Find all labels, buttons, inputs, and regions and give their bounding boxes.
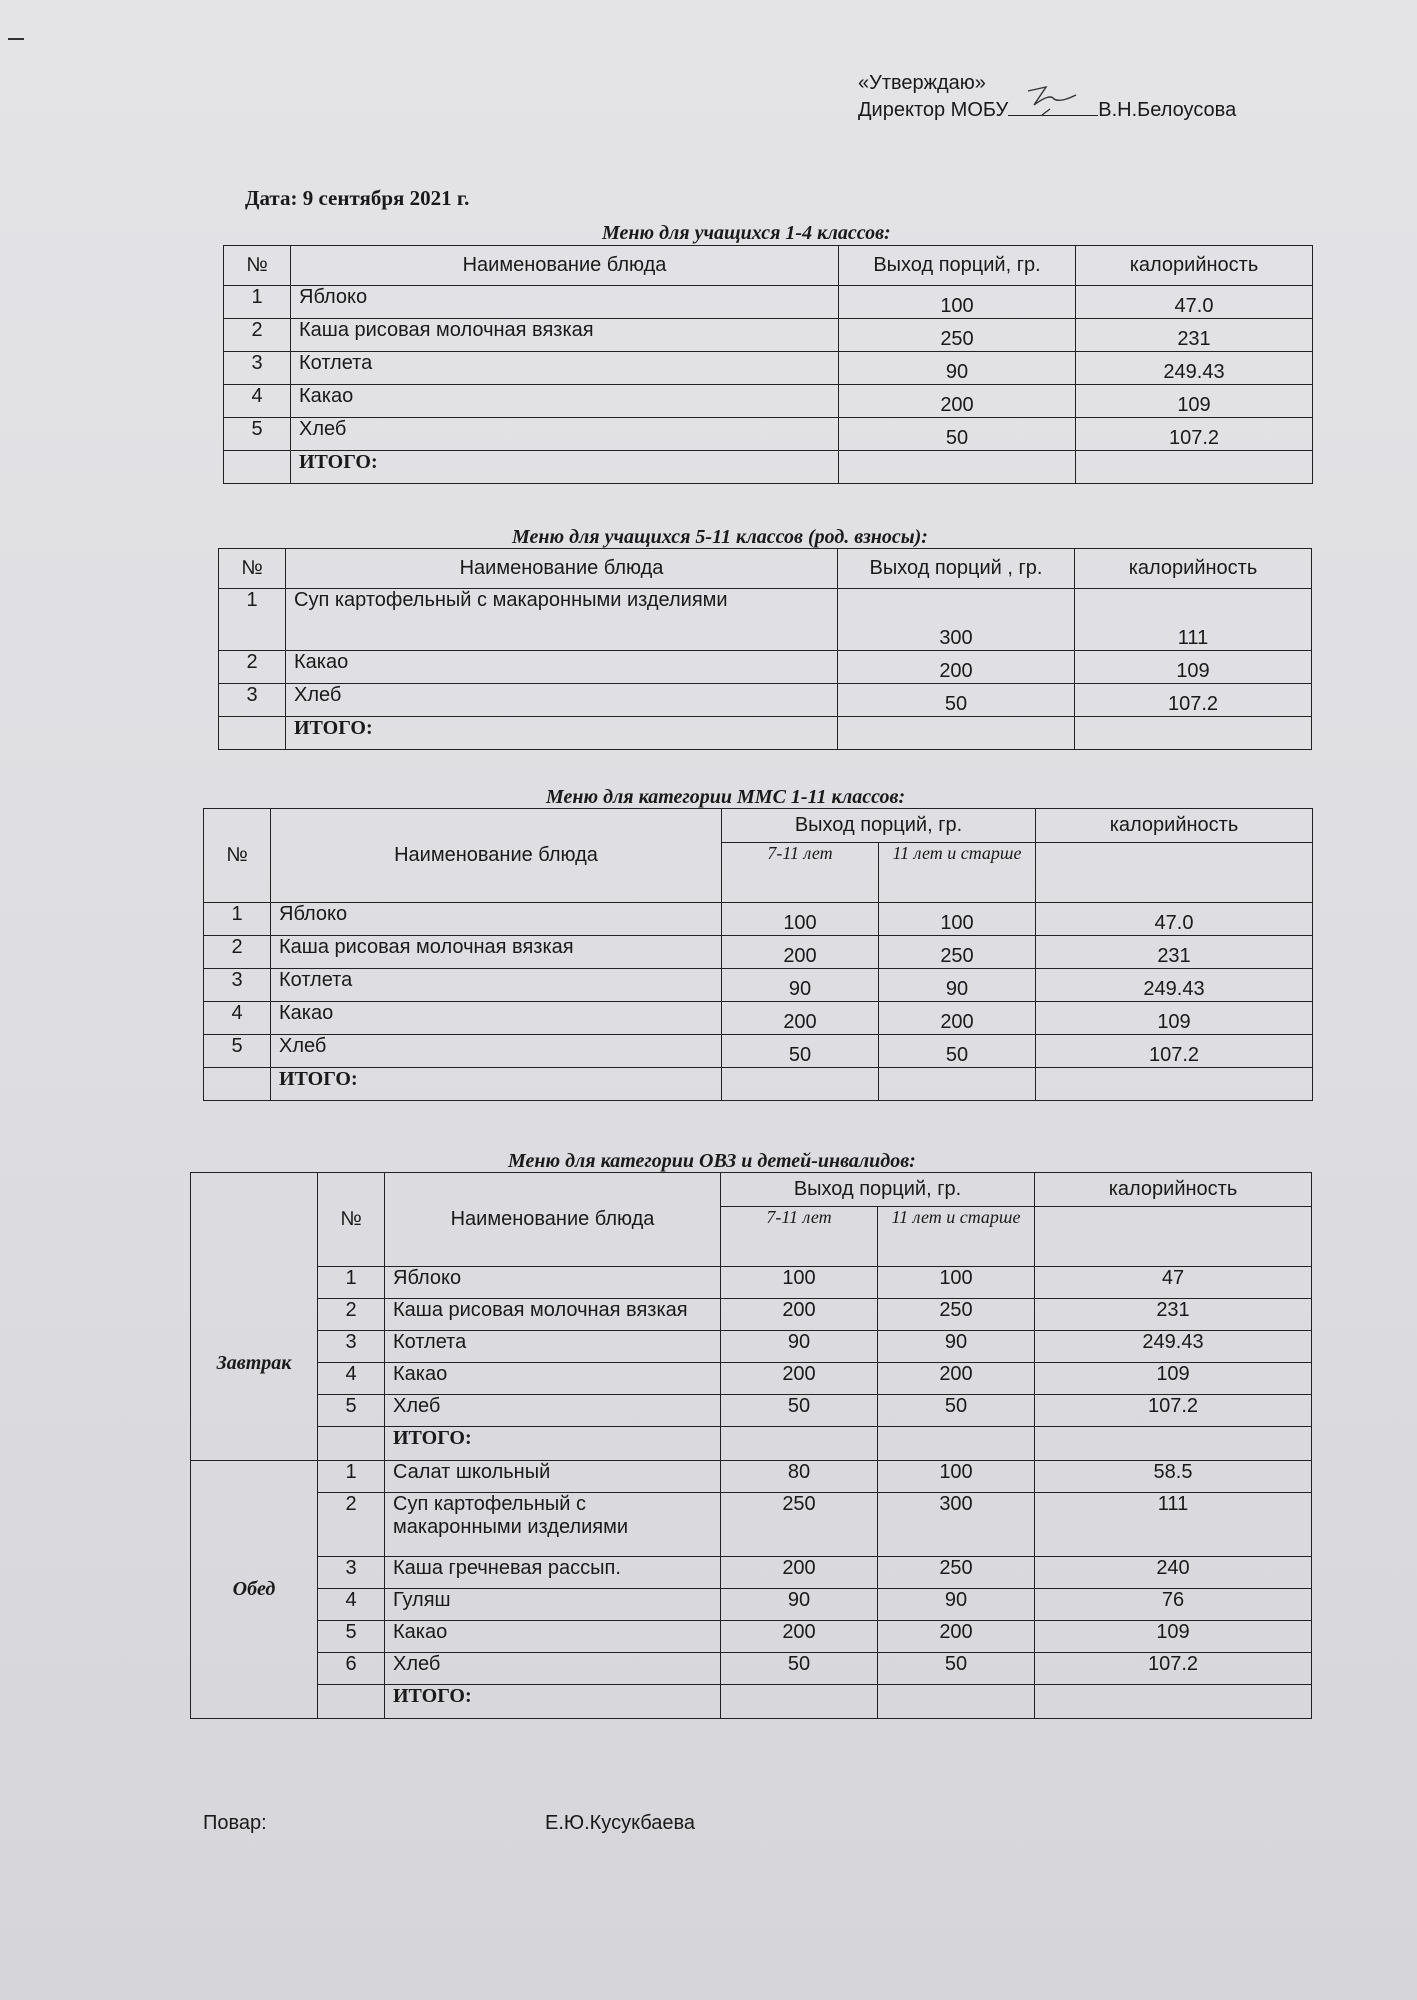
- column-header: калорийность: [1076, 246, 1313, 286]
- table-row: [191, 1589, 1312, 1621]
- dish-name: Котлета: [291, 352, 839, 385]
- column-header: Наименование блюда: [271, 809, 722, 903]
- column-header: №: [204, 809, 271, 903]
- calories: 107.2: [1035, 1395, 1312, 1427]
- empty-cell: [318, 1685, 385, 1719]
- portion-11-plus: 300: [878, 1493, 1035, 1557]
- empty-cell: [721, 1427, 878, 1461]
- portion-7-11: 200: [722, 1002, 879, 1035]
- dish-name: Салат школьный: [385, 1461, 721, 1493]
- row-number: 4: [204, 1002, 271, 1035]
- column-header: Выход порций, гр.: [721, 1173, 1035, 1207]
- empty-cell: [1076, 451, 1313, 484]
- empty-cell: [879, 1068, 1036, 1101]
- portion-7-11: 90: [721, 1331, 878, 1363]
- row-number: 4: [224, 385, 291, 418]
- column-header: калорийность: [1075, 549, 1312, 589]
- dish-name: Какао: [291, 385, 839, 418]
- row-number: 1: [204, 903, 271, 936]
- table-row: [204, 809, 1313, 843]
- row-number: 1: [318, 1461, 385, 1493]
- empty-cell: [1036, 1068, 1313, 1101]
- menu-table-ovz: [190, 1172, 1312, 1719]
- portion-7-11: 50: [722, 1035, 879, 1068]
- empty-cell: [224, 451, 291, 484]
- empty-cell: [1035, 1207, 1312, 1267]
- cook-label: Повар:: [203, 1812, 267, 1834]
- column-header: №: [318, 1173, 385, 1267]
- portion-7-11: 200: [722, 936, 879, 969]
- portion-11-plus: 50: [878, 1653, 1035, 1685]
- total-label: ИТОГО:: [271, 1068, 722, 1101]
- portion-7-11: 100: [722, 903, 879, 936]
- menu-table-grades-5-11: [218, 548, 1312, 750]
- director-name: В.Н.Белоусова: [1098, 99, 1237, 121]
- calories: 111: [1075, 589, 1312, 651]
- portion-7-11: 50: [721, 1653, 878, 1685]
- portion-11-plus: 200: [879, 1002, 1036, 1035]
- dish-name: Яблоко: [291, 286, 839, 319]
- menu-table-grades-1-4: [223, 245, 1313, 484]
- calories: 231: [1076, 319, 1313, 352]
- dish-name: Какао: [271, 1002, 722, 1035]
- portion: 300: [838, 589, 1075, 651]
- dish-name: Каша рисовая молочная вязкая: [385, 1299, 721, 1331]
- table-row: [204, 903, 1313, 936]
- portion-11-plus: 50: [879, 1035, 1036, 1068]
- table-row: [219, 684, 1312, 717]
- portion-11-plus: 250: [878, 1557, 1035, 1589]
- dish-name: Суп картофельный с макаронными изделиями: [385, 1493, 721, 1557]
- portion: 250: [839, 319, 1076, 352]
- dish-name: Хлеб: [271, 1035, 722, 1068]
- row-number: 5: [204, 1035, 271, 1068]
- row-number: 3: [224, 352, 291, 385]
- row-number: 2: [318, 1299, 385, 1331]
- portion-11-plus: 200: [878, 1621, 1035, 1653]
- portion-11-plus: 100: [878, 1267, 1035, 1299]
- menu-table-mms: [203, 808, 1313, 1101]
- table3-title: Меню для категории ММС 1-11 классов:: [546, 786, 906, 808]
- table-row: [191, 1557, 1312, 1589]
- calories: 231: [1036, 936, 1313, 969]
- empty-cell: [878, 1685, 1035, 1719]
- total-label: ИТОГО:: [286, 717, 838, 750]
- row-number: 3: [318, 1331, 385, 1363]
- row-number: 3: [219, 684, 286, 717]
- meal-group-label: Обед: [191, 1461, 318, 1719]
- table-row: [191, 1331, 1312, 1363]
- dish-name: Яблоко: [385, 1267, 721, 1299]
- calories: 111: [1035, 1493, 1312, 1557]
- calories: 47.0: [1036, 903, 1313, 936]
- empty-cell: [204, 1068, 271, 1101]
- column-header: Выход порций , гр.: [838, 549, 1075, 589]
- table-row: [224, 418, 1313, 451]
- portion: 200: [839, 385, 1076, 418]
- dish-name: Яблоко: [271, 903, 722, 936]
- calories: 231: [1035, 1299, 1312, 1331]
- table-row: [191, 1685, 1312, 1719]
- table1-title: Меню для учащихся 1-4 классов:: [602, 222, 891, 244]
- table-row: [224, 451, 1313, 484]
- column-subheader: 7-11 лет: [722, 843, 879, 903]
- total-label: ИТОГО:: [385, 1427, 721, 1461]
- empty-cell: [1036, 843, 1313, 903]
- calories: 240: [1035, 1557, 1312, 1589]
- signature: [1008, 97, 1098, 116]
- row-number: 2: [318, 1493, 385, 1557]
- table-row: [224, 246, 1313, 286]
- empty-cell: [838, 717, 1075, 750]
- portion: 90: [839, 352, 1076, 385]
- portion: 50: [839, 418, 1076, 451]
- meal-group-label: Завтрак: [191, 1267, 318, 1461]
- column-header: калорийность: [1035, 1173, 1312, 1207]
- dish-name: Какао: [385, 1621, 721, 1653]
- column-header: калорийность: [1036, 809, 1313, 843]
- calories: 47.0: [1076, 286, 1313, 319]
- column-subheader: 11 лет и старше: [879, 843, 1036, 903]
- calories: 58.5: [1035, 1461, 1312, 1493]
- column-header: Выход порций, гр.: [722, 809, 1036, 843]
- row-number: 4: [318, 1589, 385, 1621]
- table-row: [204, 1002, 1313, 1035]
- table-row: [191, 1395, 1312, 1427]
- empty-cell: [1035, 1427, 1312, 1461]
- table-row: [204, 1035, 1313, 1068]
- table-row: [191, 1173, 1312, 1207]
- dish-name: Какао: [286, 651, 838, 684]
- dish-name: Каша гречневая рассып.: [385, 1557, 721, 1589]
- dish-name: Котлета: [271, 969, 722, 1002]
- row-number: 2: [224, 319, 291, 352]
- table-row: [191, 1299, 1312, 1331]
- portion-11-plus: 250: [879, 936, 1036, 969]
- calories: 107.2: [1036, 1035, 1313, 1068]
- column-header: Наименование блюда: [385, 1173, 721, 1267]
- row-number: 6: [318, 1653, 385, 1685]
- portion: 100: [839, 286, 1076, 319]
- portion-7-11: 200: [721, 1557, 878, 1589]
- portion-11-plus: 250: [878, 1299, 1035, 1331]
- portion-7-11: 200: [721, 1299, 878, 1331]
- calories: 249.43: [1035, 1331, 1312, 1363]
- row-number: 5: [318, 1395, 385, 1427]
- calories: 249.43: [1076, 352, 1313, 385]
- row-number: 3: [318, 1557, 385, 1589]
- portion-7-11: 50: [721, 1395, 878, 1427]
- empty-cell: [721, 1685, 878, 1719]
- row-number: 1: [224, 286, 291, 319]
- row-number: 1: [219, 589, 286, 651]
- portion: 50: [838, 684, 1075, 717]
- portion-11-plus: 100: [878, 1461, 1035, 1493]
- empty-cell: [1075, 717, 1312, 750]
- calories: 109: [1035, 1621, 1312, 1653]
- calories: 109: [1075, 651, 1312, 684]
- row-number: 5: [318, 1621, 385, 1653]
- dish-name: Суп картофельный с макаронными изделиями: [286, 589, 838, 651]
- total-label: ИТОГО:: [291, 451, 839, 484]
- dish-name: Каша рисовая молочная вязкая: [271, 936, 722, 969]
- row-number: 5: [224, 418, 291, 451]
- empty-cell: [839, 451, 1076, 484]
- empty-cell: [878, 1427, 1035, 1461]
- table-row: [191, 1653, 1312, 1685]
- table-row: [191, 1363, 1312, 1395]
- portion-11-plus: 90: [879, 969, 1036, 1002]
- table-row: [224, 319, 1313, 352]
- approval-heading: «Утверждаю»: [858, 72, 986, 94]
- table-row: [204, 969, 1313, 1002]
- calories: 249.43: [1036, 969, 1313, 1002]
- column-subheader: 7-11 лет: [721, 1207, 878, 1267]
- table-row: [204, 1068, 1313, 1101]
- portion-7-11: 200: [721, 1363, 878, 1395]
- portion-7-11: 200: [721, 1621, 878, 1653]
- empty-cell: [318, 1427, 385, 1461]
- table-row: [224, 286, 1313, 319]
- column-header: Выход порций, гр.: [839, 246, 1076, 286]
- portion-7-11: 80: [721, 1461, 878, 1493]
- table-row: [204, 936, 1313, 969]
- column-header: №: [224, 246, 291, 286]
- table-row: [191, 1493, 1312, 1557]
- dish-name: Хлеб: [385, 1395, 721, 1427]
- table4-title: Меню для категории ОВЗ и детей-инвалидов:: [508, 1150, 916, 1172]
- table-row: [219, 651, 1312, 684]
- portion-7-11: 100: [721, 1267, 878, 1299]
- calories: 107.2: [1035, 1653, 1312, 1685]
- corner-mark: [8, 38, 24, 40]
- portion-7-11: 250: [721, 1493, 878, 1557]
- table-row: [191, 1461, 1312, 1493]
- portion-11-plus: 200: [878, 1363, 1035, 1395]
- table-row: [219, 717, 1312, 750]
- table-row: [219, 549, 1312, 589]
- column-subheader: 11 лет и старше: [878, 1207, 1035, 1267]
- empty-cell: [1035, 1685, 1312, 1719]
- dish-name: Какао: [385, 1363, 721, 1395]
- row-number: 3: [204, 969, 271, 1002]
- portion-11-plus: 50: [878, 1395, 1035, 1427]
- calories: 109: [1076, 385, 1313, 418]
- portion: 200: [838, 651, 1075, 684]
- row-number: 2: [219, 651, 286, 684]
- empty-cell: [191, 1173, 318, 1267]
- dish-name: Гуляш: [385, 1589, 721, 1621]
- calories: 107.2: [1075, 684, 1312, 717]
- dish-name: Каша рисовая молочная вязкая: [291, 319, 839, 352]
- column-header: Наименование блюда: [291, 246, 839, 286]
- portion-11-plus: 100: [879, 903, 1036, 936]
- portion-11-plus: 90: [878, 1589, 1035, 1621]
- row-number: 4: [318, 1363, 385, 1395]
- total-label: ИТОГО:: [385, 1685, 721, 1719]
- calories: 109: [1036, 1002, 1313, 1035]
- calories: 76: [1035, 1589, 1312, 1621]
- dish-name: Хлеб: [291, 418, 839, 451]
- column-header: Наименование блюда: [286, 549, 838, 589]
- row-number: 1: [318, 1267, 385, 1299]
- calories: 107.2: [1076, 418, 1313, 451]
- approval-position: Директор МОБУ: [858, 99, 1009, 121]
- table-row: [219, 589, 1312, 651]
- empty-cell: [722, 1068, 879, 1101]
- table-row: [224, 352, 1313, 385]
- approval-block: [858, 70, 1236, 124]
- table-row: [191, 1621, 1312, 1653]
- calories: 47: [1035, 1267, 1312, 1299]
- menu-date: Дата: 9 сентября 2021 г.: [245, 186, 470, 210]
- table-row: [191, 1427, 1312, 1461]
- table2-title: Меню для учащихся 5-11 классов (род. взносы):: [512, 526, 928, 548]
- cook-name: Е.Ю.Кусукбаева: [545, 1812, 696, 1834]
- portion-11-plus: 90: [878, 1331, 1035, 1363]
- empty-cell: [219, 717, 286, 750]
- dish-name: Котлета: [385, 1331, 721, 1363]
- portion-7-11: 90: [721, 1589, 878, 1621]
- table-row: [224, 385, 1313, 418]
- calories: 109: [1035, 1363, 1312, 1395]
- dish-name: Хлеб: [286, 684, 838, 717]
- row-number: 2: [204, 936, 271, 969]
- dish-name: Хлеб: [385, 1653, 721, 1685]
- column-header: №: [219, 549, 286, 589]
- portion-7-11: 90: [722, 969, 879, 1002]
- table-row: [191, 1267, 1312, 1299]
